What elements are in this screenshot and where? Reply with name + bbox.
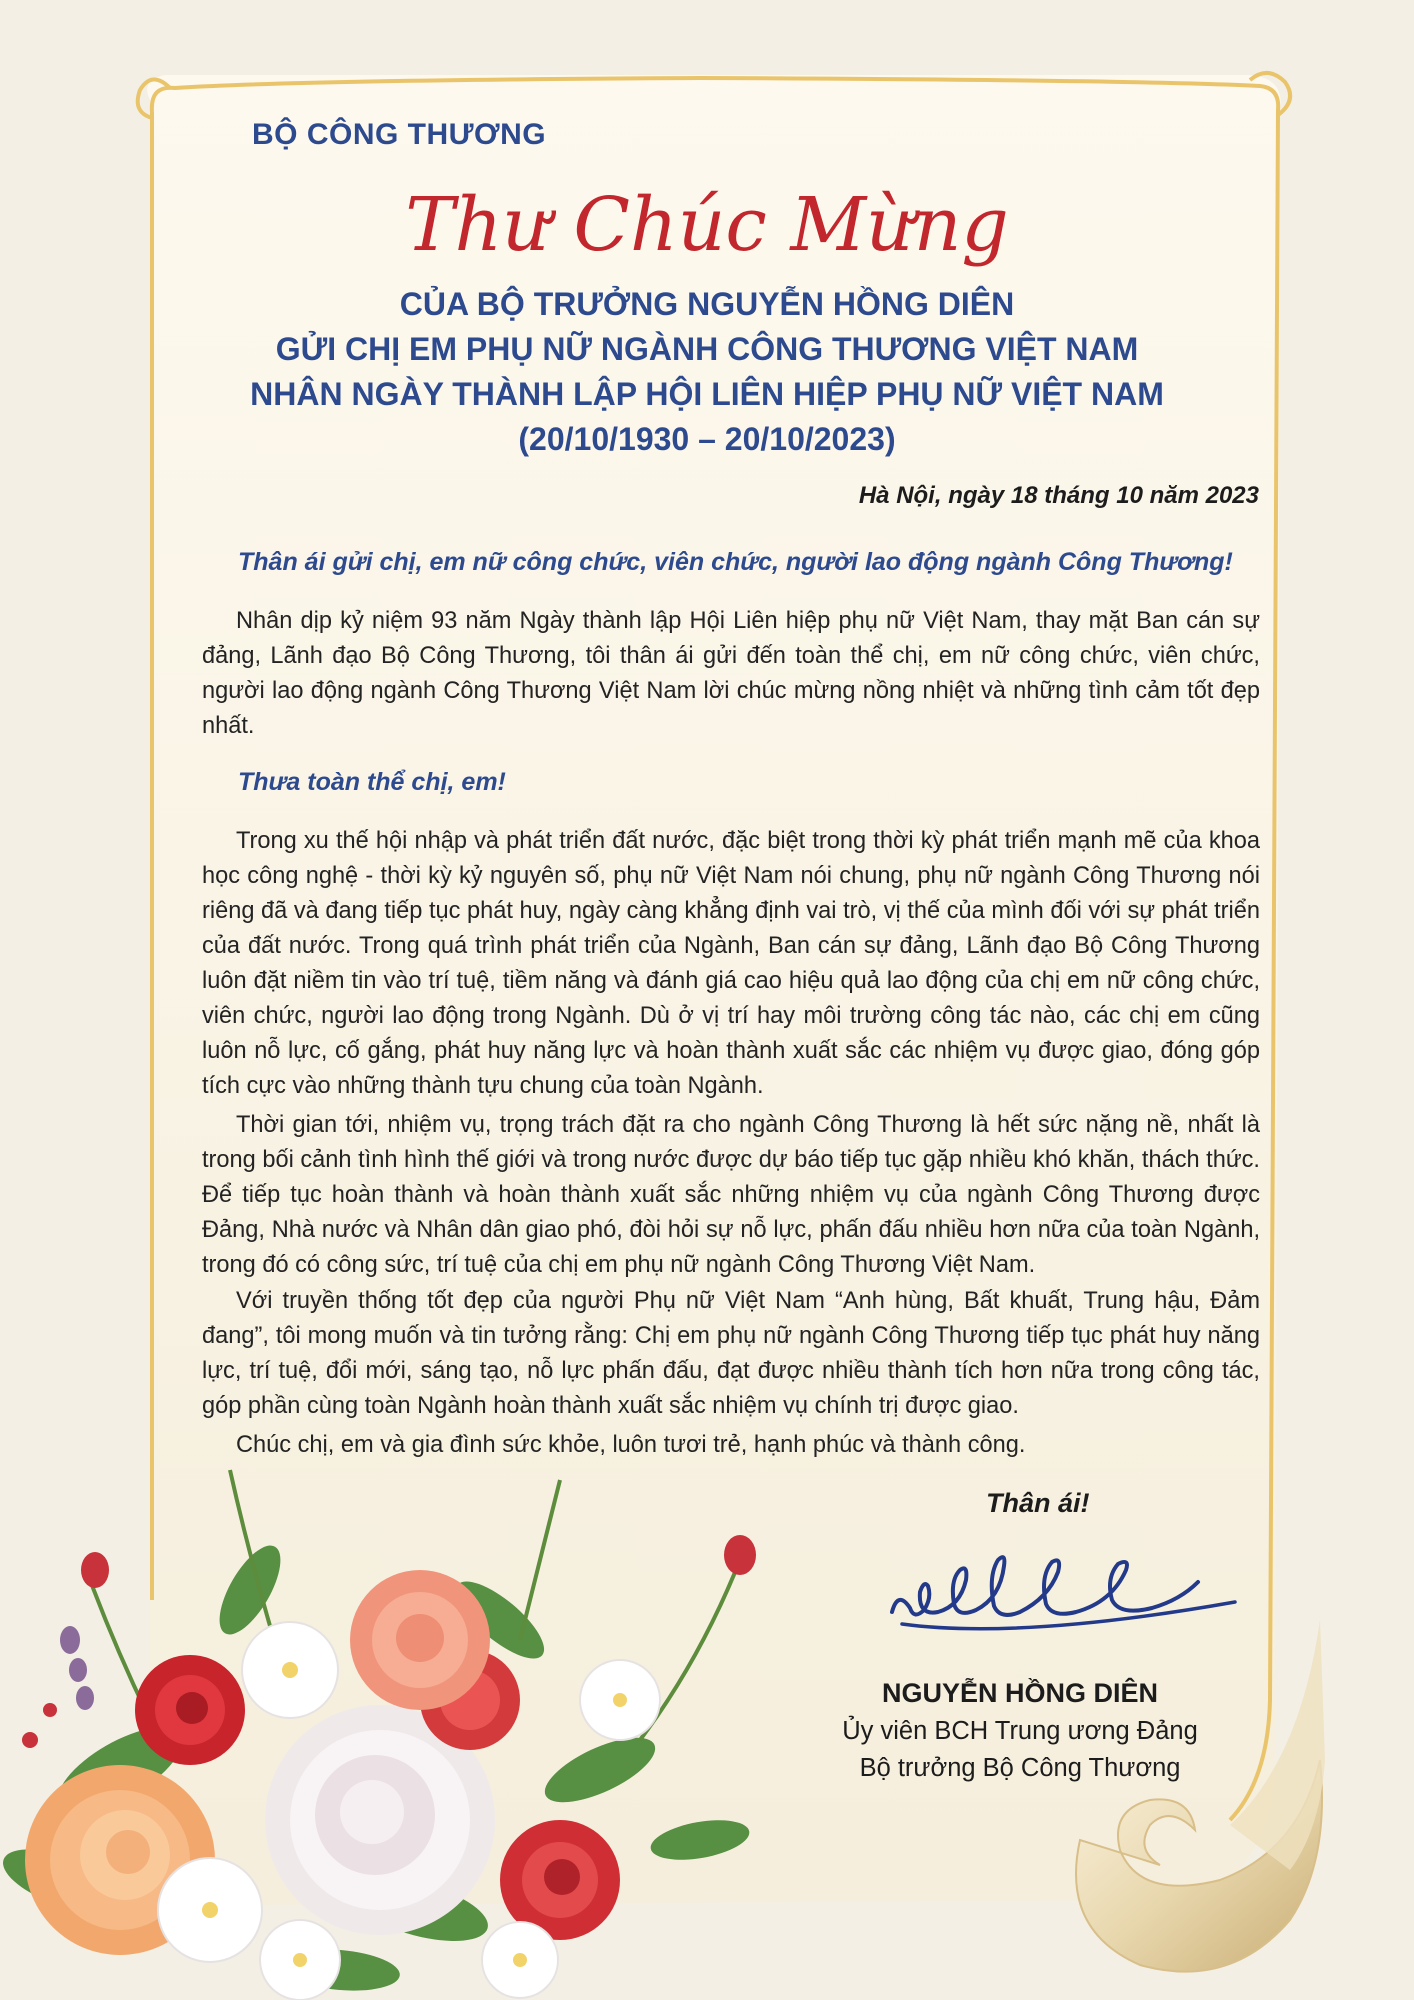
greeting-2: Thưa toàn thể chị, em! bbox=[238, 768, 506, 796]
signature bbox=[880, 1520, 1240, 1670]
paragraph-1: Nhân dịp kỷ niệm 93 năm Ngày thành lập Hội Liên hiệp phụ nữ Việt Nam, thay mặt Ban cán sự đảng, Lãnh đạo Bộ Công Thương, tôi thân ái gửi đến toàn thể chị, em nữ công chức, viên chức, người lao động ngành Công Thương Việt Nam lời chúc mừng nồng nhiệt và những tình cảm tốt đẹp nhất. bbox=[202, 608, 1260, 739]
paragraph-4: Với truyền thống tốt đẹp của người Phụ nữ Việt Nam “Anh hùng, Bất khuất, Trung hậu, Đảm đang”, tôi mong muốn và tin tưởng rằng: Chị em phụ nữ ngành Công Thương tiếp tục phát huy năng lực, trí tuệ, đổi mới, sáng tạo, nỗ lực phấn đấu, đạt được nhiều thành tích hơn nữa trong công tác, góp phần cùng toàn Ngành hoàn thành xuất sắc nhiệm vụ chính trị được giao. bbox=[202, 1288, 1260, 1419]
letter-heading bbox=[180, 282, 1234, 462]
heading-line: NHÂN NGÀY THÀNH LẬP HỘI LIÊN HIỆP PHỤ NỮ VIỆT NAM bbox=[250, 376, 1164, 412]
heading-line: GỬI CHỊ EM PHỤ NỮ NGÀNH CÔNG THƯƠNG VIỆT NAM bbox=[275, 331, 1139, 367]
paragraph-2: Trong xu thế hội nhập và phát triển đất nước, đặc biệt trong thời kỳ phát triển mạnh mẽ của khoa học công nghệ - thời kỳ kỷ nguyên số, phụ nữ Việt Nam nói chung, phụ nữ ngành Công Thương nói riêng đã và đang tiếp tục phát huy, ngày càng khẳng định vai trò, vị thế của mình đối với sự phát triển của đất nước. Trong quá trình phát triển của Ngành, Ban cán sự đảng, Lãnh đạo Bộ Công Thương luôn đặt niềm tin vào trí tuệ, tiềm năng và đánh giá cao hiệu quả lao động của chị em nữ công chức, viên chức, người lao động trong Ngành. Dù ở vị trí hay môi trường công tác nào, các chị em cũng luôn nỗ lực, cố gắng, phát huy năng lực và hoàn thành xuất sắc các nhiệm vụ được giao, đóng góp tích cực vào những thành tựu chung của toàn Ngành. bbox=[202, 828, 1260, 1099]
peach-rose bbox=[350, 1570, 490, 1710]
closing: Thân ái! bbox=[986, 1488, 1090, 1518]
paragraph-3: Thời gian tới, nhiệm vụ, trọng trách đặt ra cho ngành Công Thương là hết sức nặng nề, nhất là trong bối cảnh tình hình thế giới và trong nước được dự báo tiếp tục gặp nhiều khó khăn, thách thức. Để tiếp tục hoàn thành và hoàn thành xuất sắc những nhiệm vụ của ngành Công Thương được Đảng, Nhà nước và Nhân dân giao phó, đòi hỏi sự nỗ lực, phấn đấu nhiều hơn nữa của toàn Ngành, trong đó có công sức, trí tuệ của chị em phụ nữ ngành Công Thương Việt Nam. bbox=[202, 1112, 1260, 1278]
signer-block bbox=[810, 1678, 1230, 1783]
heading-line: (20/10/1930 – 20/10/2023) bbox=[518, 421, 896, 457]
heading-line: CỦA BỘ TRƯỞNG NGUYỄN HỒNG DIÊN bbox=[399, 286, 1015, 322]
signer-title-1: Ủy viên BCH Trung ương Đảng bbox=[842, 1717, 1198, 1745]
flower-bouquet bbox=[0, 1440, 820, 2000]
ministry-name: BỘ CÔNG THƯƠNG bbox=[252, 118, 547, 151]
signer-title-2: Bộ trưởng Bộ Công Thương bbox=[859, 1754, 1181, 1782]
letter-date: Hà Nội, ngày 18 tháng 10 năm 2023 bbox=[858, 482, 1259, 509]
greeting: Thân ái gửi chị, em nữ công chức, viên chức, người lao động ngành Công Thương! bbox=[238, 548, 1233, 576]
red-rose bbox=[135, 1655, 245, 1765]
paragraph-5: Chúc chị, em và gia đình sức khỏe, luôn tươi trẻ, hạnh phúc và thành công. bbox=[236, 1432, 1026, 1458]
signer-name: NGUYỄN HỒNG DIÊN bbox=[881, 1678, 1159, 1708]
letter-title: Thư Chúc Mừng bbox=[405, 182, 1009, 268]
